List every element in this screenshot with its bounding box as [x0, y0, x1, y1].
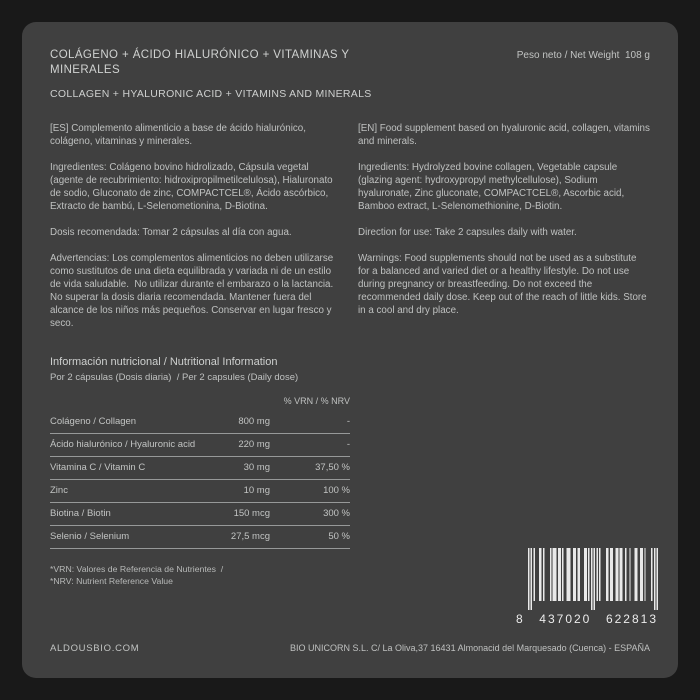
- description-columns: [50, 122, 653, 330]
- barcode-digit-group: 437020: [539, 612, 592, 626]
- table-row: [50, 480, 350, 503]
- product-title-es: COLÁGENO + ÁCIDO HIALURÓNICO + VITAMINAS Y MINERALES: [50, 49, 353, 76]
- brand-website: ALDOUSBIO.COM: [50, 643, 140, 654]
- es-intro: [ES] Complemento alimenticio a base de ácido hialurónico, colágeno, vitaminas y minerales.: [50, 123, 309, 147]
- footnote-line-2: *NRV: Nutrient Reference Value: [50, 575, 173, 586]
- nutrition-subheading: Por 2 cápsulas (Dosis diaria) / Per 2 capsules (Daily dose): [50, 372, 299, 383]
- nutrient-name: Zinc: [50, 485, 68, 496]
- nutrient-name: Ácido hialurónico / Hyaluronic acid: [50, 439, 196, 450]
- column-en: [358, 122, 653, 330]
- nrv-column-header: % VRN / % NRV: [283, 396, 350, 406]
- en-dosage: Direction for use: Take 2 capsules daily with water.: [358, 227, 577, 238]
- en-warnings: Warnings: Food supplements should not be used as a substitute for a balanced and varied diet or a healthy lifestyle. Do not use during pregnancy or breastfeeding. Do not exceed the recommended daily dose. Keep out of the reach of little kids. Store in a cool and dry place.: [358, 253, 650, 316]
- nutrient-amount: 30 mg: [243, 462, 270, 473]
- footnote-line-1: *VRN: Valores de Referencia de Nutrientes /: [50, 564, 224, 574]
- barcode-digit-group: 8: [516, 612, 525, 626]
- column-es: [50, 122, 342, 330]
- nutrient-name: Colágeno / Collagen: [50, 416, 137, 427]
- label-footer: [50, 643, 650, 654]
- nutrient-amount: 27,5 mcg: [230, 531, 270, 542]
- table-row: [50, 526, 350, 549]
- net-weight: Peso neto / Net Weight 108 g: [516, 50, 650, 61]
- nutrient-amount: 800 mg: [238, 416, 270, 427]
- nutrient-name: Vitamina C / Vitamin C: [50, 462, 146, 473]
- es-warnings: Advertencias: Los complementos alimenticios no deben utilizarse como sustitutos de una dieta equilibrada y variada ni de un estilo de vida saludable. No utilizar durante el embarazo o la lactancia. No superar la dosis diaria recomendada. Mantener fuera del alcance de los niños más pequeños. Conservar en lugar fresco y seco.: [50, 253, 336, 329]
- nutrient-nrv: -: [346, 439, 350, 450]
- nutrition-table: [50, 393, 350, 549]
- manufacturer-address: BIO UNICORN S.L. C/ La Oliva,37 16431 Almonacid del Marquesado (Cuenca) - ESPAÑA: [290, 643, 650, 653]
- nutrient-nrv: 100 %: [323, 485, 350, 496]
- nutrient-amount: 10 mg: [243, 485, 270, 496]
- nutrient-nrv: 300 %: [323, 508, 350, 519]
- table-row: [50, 411, 350, 434]
- barcode-number: [516, 612, 658, 626]
- product-label-panel: [22, 22, 678, 678]
- barcode-bars-icon: [528, 548, 658, 610]
- table-row: [50, 457, 350, 480]
- nutrient-nrv: 50 %: [328, 531, 350, 542]
- nutrient-name: Selenio / Selenium: [50, 531, 130, 542]
- nutrient-nrv: 37,50 %: [315, 462, 350, 473]
- barcode: [516, 548, 658, 626]
- en-ingredients: Ingredients: Hydrolyzed bovine collagen, Vegetable capsule (glazing agent: hydroxypropyl methylcellulose), Sodium hyaluronate, Zinc gluconate, COMPACTCEL®, Ascorbic acid, Bamboo extract, L-Selenomethionine, D-Biotin.: [358, 162, 627, 212]
- nutrition-heading: Información nutricional / Nutritional Information: [50, 356, 278, 368]
- en-intro: [EN] Food supplement based on hyaluronic acid, collagen, vitamins and minerals.: [358, 123, 653, 147]
- nutrient-name: Biotina / Biotin: [50, 508, 111, 519]
- nutrient-amount: 150 mcg: [233, 508, 270, 519]
- barcode-digit-group: 622813: [605, 612, 658, 626]
- table-row: [50, 434, 350, 457]
- product-title-en: COLLAGEN + HYALURONIC ACID + VITAMINS AND MINERALS: [50, 88, 372, 100]
- nutrient-amount: 220 mg: [238, 439, 270, 450]
- nutrient-nrv: -: [346, 416, 350, 427]
- es-ingredients: Ingredientes: Colágeno bovino hidrolizado, Cápsula vegetal (agente de recubrimiento: hidroxipropilmetilcelulosa), Hialuronato de sodio, Gluconato de zinc, COMPACTCEL®, Ácido ascórbico, Extracto de bambú, L-Selenometionina, D-Biotina.: [50, 162, 336, 212]
- table-row: [50, 503, 350, 526]
- es-dosage: Dosis recomendada: Tomar 2 cápsulas al día con agua.: [50, 227, 292, 238]
- label-header: [50, 48, 650, 78]
